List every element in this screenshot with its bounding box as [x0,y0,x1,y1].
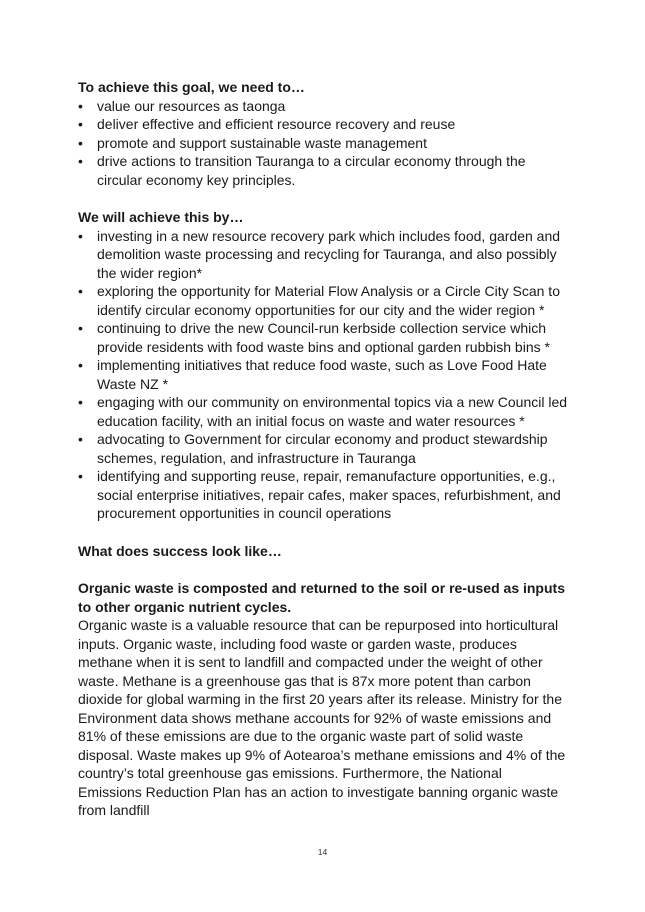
list-item [78,356,568,393]
bullet-icon: • [78,283,83,299]
page-number: 14 [317,847,328,857]
list-item-text: value our resources as taonga [97,97,286,114]
list-item [78,467,568,523]
list-item [78,115,568,134]
list-item [78,134,568,153]
list-item-text: implementing initiatives that reduce food waste, such as Love Food Hate Waste NZ * [97,357,547,392]
list-item-text: identifying and supporting reuse, repair, remanufacture opportunities, e.g., social enterprise initiatives, repair cafes, maker spaces, refurbishment, and procurement opportunities in council operations [97,468,561,521]
document-page [78,78,568,820]
list-item [78,97,568,116]
bullet-icon: • [78,153,83,169]
list-item-text: deliver effective and efficient resource recovery and reuse [97,116,456,132]
list-item [78,282,568,319]
list-item [78,393,568,430]
section-heading-organic-waste: Organic waste is composted and returned to the soil or re-used as inputs to other organic nutrient cycles. [78,580,565,615]
actions-bullet-list [78,227,568,523]
bullet-icon: • [78,357,83,373]
spacer [78,560,568,579]
list-item [78,152,568,189]
section-heading-success: What does success look like… [78,542,282,559]
section-heading-actions: We will achieve this by… [78,209,244,225]
bullet-icon: • [78,394,83,410]
bullet-icon: • [78,97,83,114]
bullet-icon: • [78,320,83,336]
bullet-icon: • [78,431,83,447]
list-item [78,319,568,356]
bullet-icon: • [78,227,83,244]
bullet-icon: • [78,134,83,151]
list-item-text: drive actions to transition Tauranga to a circular economy through the circular economy key principles. [97,153,526,188]
organic-waste-paragraph: Organic waste is a valuable resource that can be repurposed into horticultural inputs. Organic waste, including food waste or garden waste, produces methane when it is sent to landfill and compacted under the weight of other waste. Methane is a greenhouse gas that is 87x more potent than carbon dioxide for global warming in the first 20 years after its release. Ministry for the Environment data shows methane accounts for 92% of waste emissions and 81% of these emissions are due to the organic waste part of solid waste disposal. Waste makes up 9% of Aotearoa’s methane emissions and 4% of the country’s total greenhouse gas emissions. Furthermore, the National Emissions Reduction Plan has an action to investigate banning organic waste from landfill [78,617,566,818]
list-item-text: engaging with our community on environmental topics via a new Council led education facility, with an initial focus on waste and water resources * [97,394,568,429]
section-heading-goal: To achieve this goal, we need to… [78,79,305,95]
list-item-text: investing in a new resource recovery park which includes food, garden and demolition waste processing and recycling for Tauranga, and also possibly the wider region* [97,227,561,281]
list-item [78,227,568,283]
bullet-icon: • [78,468,83,484]
spacer [78,189,568,208]
list-item-text: exploring the opportunity for Material Flow Analysis or a Circle City Scan to identify circular economy opportunities for our city and the wider region * [97,283,560,318]
bullet-icon: • [78,116,83,132]
list-item [78,430,568,467]
list-item-text: advocating to Government for circular economy and product stewardship schemes, regulation, and infrastructure in Tauranga [97,431,548,466]
spacer [78,523,568,542]
goal-bullet-list [78,97,568,190]
list-item-text: promote and support sustainable waste management [97,134,427,151]
list-item-text: continuing to drive the new Council-run kerbside collection service which provide residents with food waste bins and optional garden rubbish bins * [97,320,550,355]
